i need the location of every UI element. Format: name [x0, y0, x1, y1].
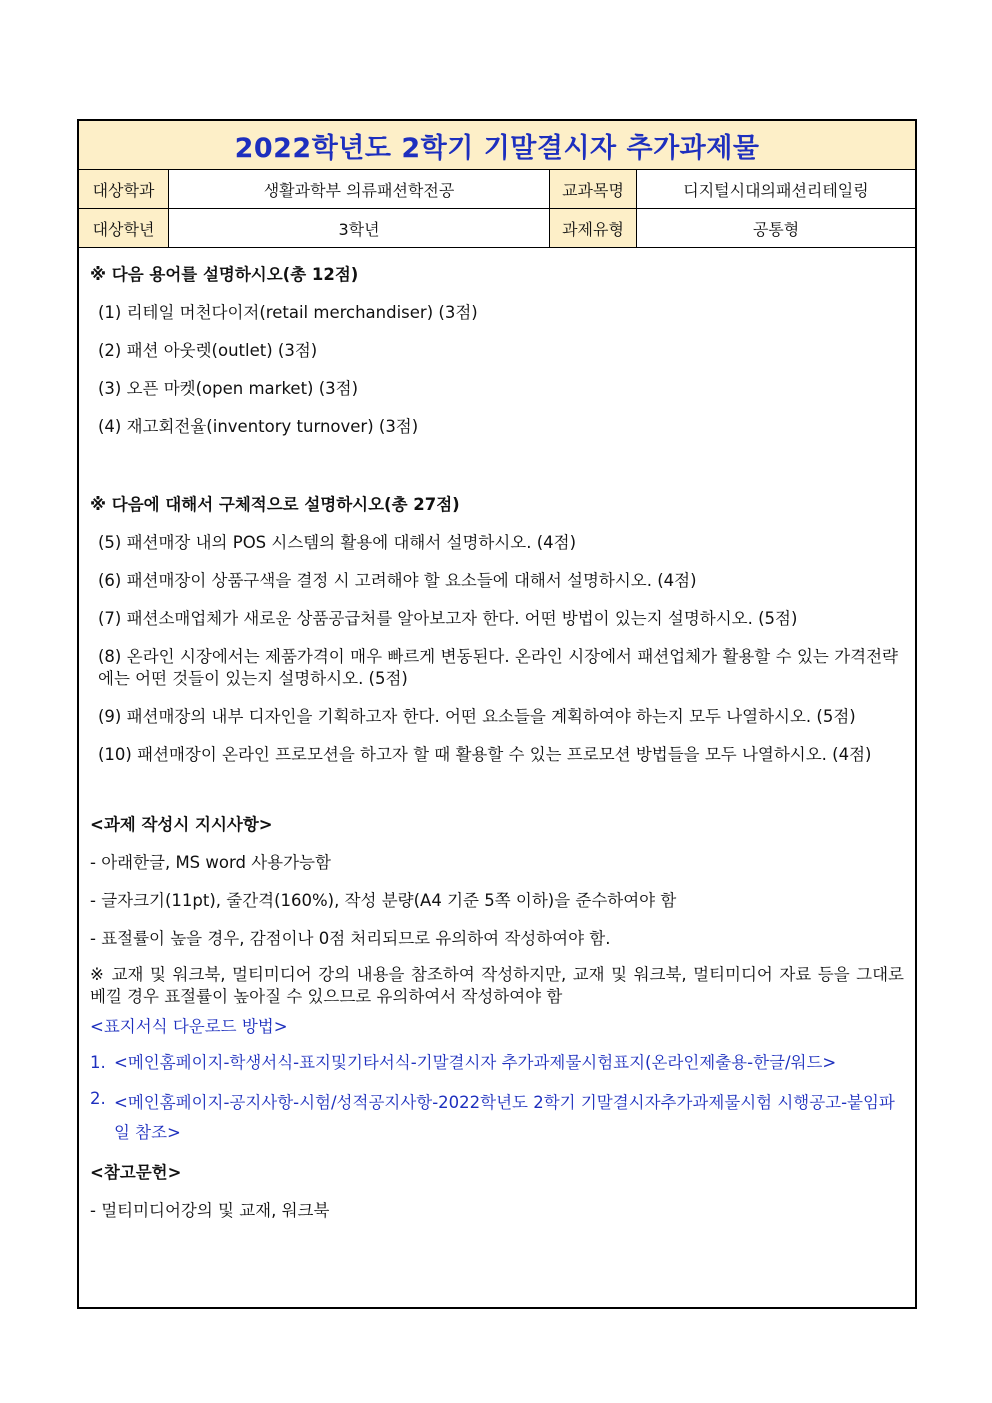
download-step-number: 2.: [90, 1089, 106, 1108]
download-heading: <표지서식 다운로드 방법>: [90, 1017, 288, 1036]
assignment-sheet: [77, 119, 917, 1309]
question-item: (3) 오픈 마켓(open market) (3점): [98, 379, 359, 398]
info-row-grade: [79, 209, 915, 248]
question-item: (9) 패션매장의 내부 디자인을 기획하고자 한다. 어떤 요소들을 계획하여야 하는지 모두 나열하시오. (5점): [98, 707, 856, 726]
download-step[interactable]: [90, 1052, 904, 1074]
instructions-heading: <과제 작성시 지시사항>: [90, 815, 273, 834]
download-step-link[interactable]: <메인홈페이지-학생서식-표지및기타서식-기말결시자 추가과제물시험표지(온라인제출용-한글/워드>: [114, 1053, 837, 1072]
question-item: (8) 온라인 시장에서는 제품가격이 매우 빠르게 변동된다. 온라인 시장에서 패션업체가 활용할 수 있는 가격전략에는 어떤 것들이 있는지 설명하시오. (5점): [98, 647, 898, 688]
course-label: 교과목명: [550, 170, 637, 208]
instruction-item: - 글자크기(11pt), 줄간격(160%), 작성 분량(A4 기준 5쪽 이하)을 준수하여야 함: [90, 891, 677, 910]
question-item: (1) 리테일 머천다이저(retail merchandiser) (3점): [98, 303, 478, 322]
reference-item: - 멀티미디어강의 및 교재, 워크북: [90, 1201, 330, 1220]
spacer: [90, 438, 904, 494]
page-title: 2022학년도 2학기 기말결시자 추가과제물: [234, 132, 760, 164]
instruction-item: - 표절률이 높을 경우, 감점이나 0점 처리되므로 유의하여 작성하여야 함.: [90, 929, 611, 948]
question-item: (5) 패션매장 내의 POS 시스템의 활용에 대해서 설명하시오. (4점): [98, 533, 577, 552]
grade-label: 대상학년: [79, 209, 169, 247]
type-label: 과제유형: [550, 209, 637, 247]
section1-heading: ※ 다음 용어를 설명하시오(총 12점): [90, 265, 359, 284]
info-row-department: [79, 170, 915, 209]
question-item: (6) 패션매장이 상품구색을 결정 시 고려해야 할 요소들에 대해서 설명하시오. (4점): [98, 571, 697, 590]
question-item: (2) 패션 아웃렛(outlet) (3점): [98, 341, 318, 360]
plagiarism-note: ※ 교재 및 워크북, 멀티미디어 강의 내용을 참조하여 작성하지만, 교재 및 워크북, 멀티미디어 자료 등을 그대로 베낄 경우 표절률이 높아질 수 있으므로 유의하여서 작성하여야 함: [90, 965, 904, 1006]
department-label: 대상학과: [79, 170, 169, 208]
title-row: [79, 121, 915, 170]
instruction-item: - 아래한글, MS word 사용가능함: [90, 853, 331, 872]
references-heading: <참고문헌>: [90, 1163, 182, 1182]
section2-heading: ※ 다음에 대해서 구체적으로 설명하시오(총 27점): [90, 495, 460, 514]
type-value: 공통형: [752, 219, 800, 239]
download-step-number: 1.: [90, 1053, 106, 1072]
department-value: 생활과학부 의류패션학전공: [169, 170, 550, 208]
question-item: (4) 재고회전율(inventory turnover) (3점): [98, 417, 419, 436]
spacer: [90, 766, 904, 814]
question-item: (10) 패션매장이 온라인 프로모션을 하고자 할 때 활용할 수 있는 프로모션 방법들을 모두 나열하시오. (4점): [98, 745, 872, 764]
assignment-body: [79, 264, 915, 1222]
course-value: 디지털시대의패션리테일링: [683, 180, 869, 200]
download-step-link[interactable]: <메인홈페이지-공지사항-시험/성적공지사항-2022학년도 2학기 기말결시자추가과제물시험 시행공고-붙임파일 참조>: [114, 1093, 895, 1142]
question-item: (7) 패션소매업체가 새로운 상품공급처를 알아보고자 한다. 어떤 방법이 있는지 설명하시오. (5점): [98, 609, 798, 628]
download-step[interactable]: [90, 1088, 904, 1148]
grade-value: 3학년: [169, 209, 550, 247]
